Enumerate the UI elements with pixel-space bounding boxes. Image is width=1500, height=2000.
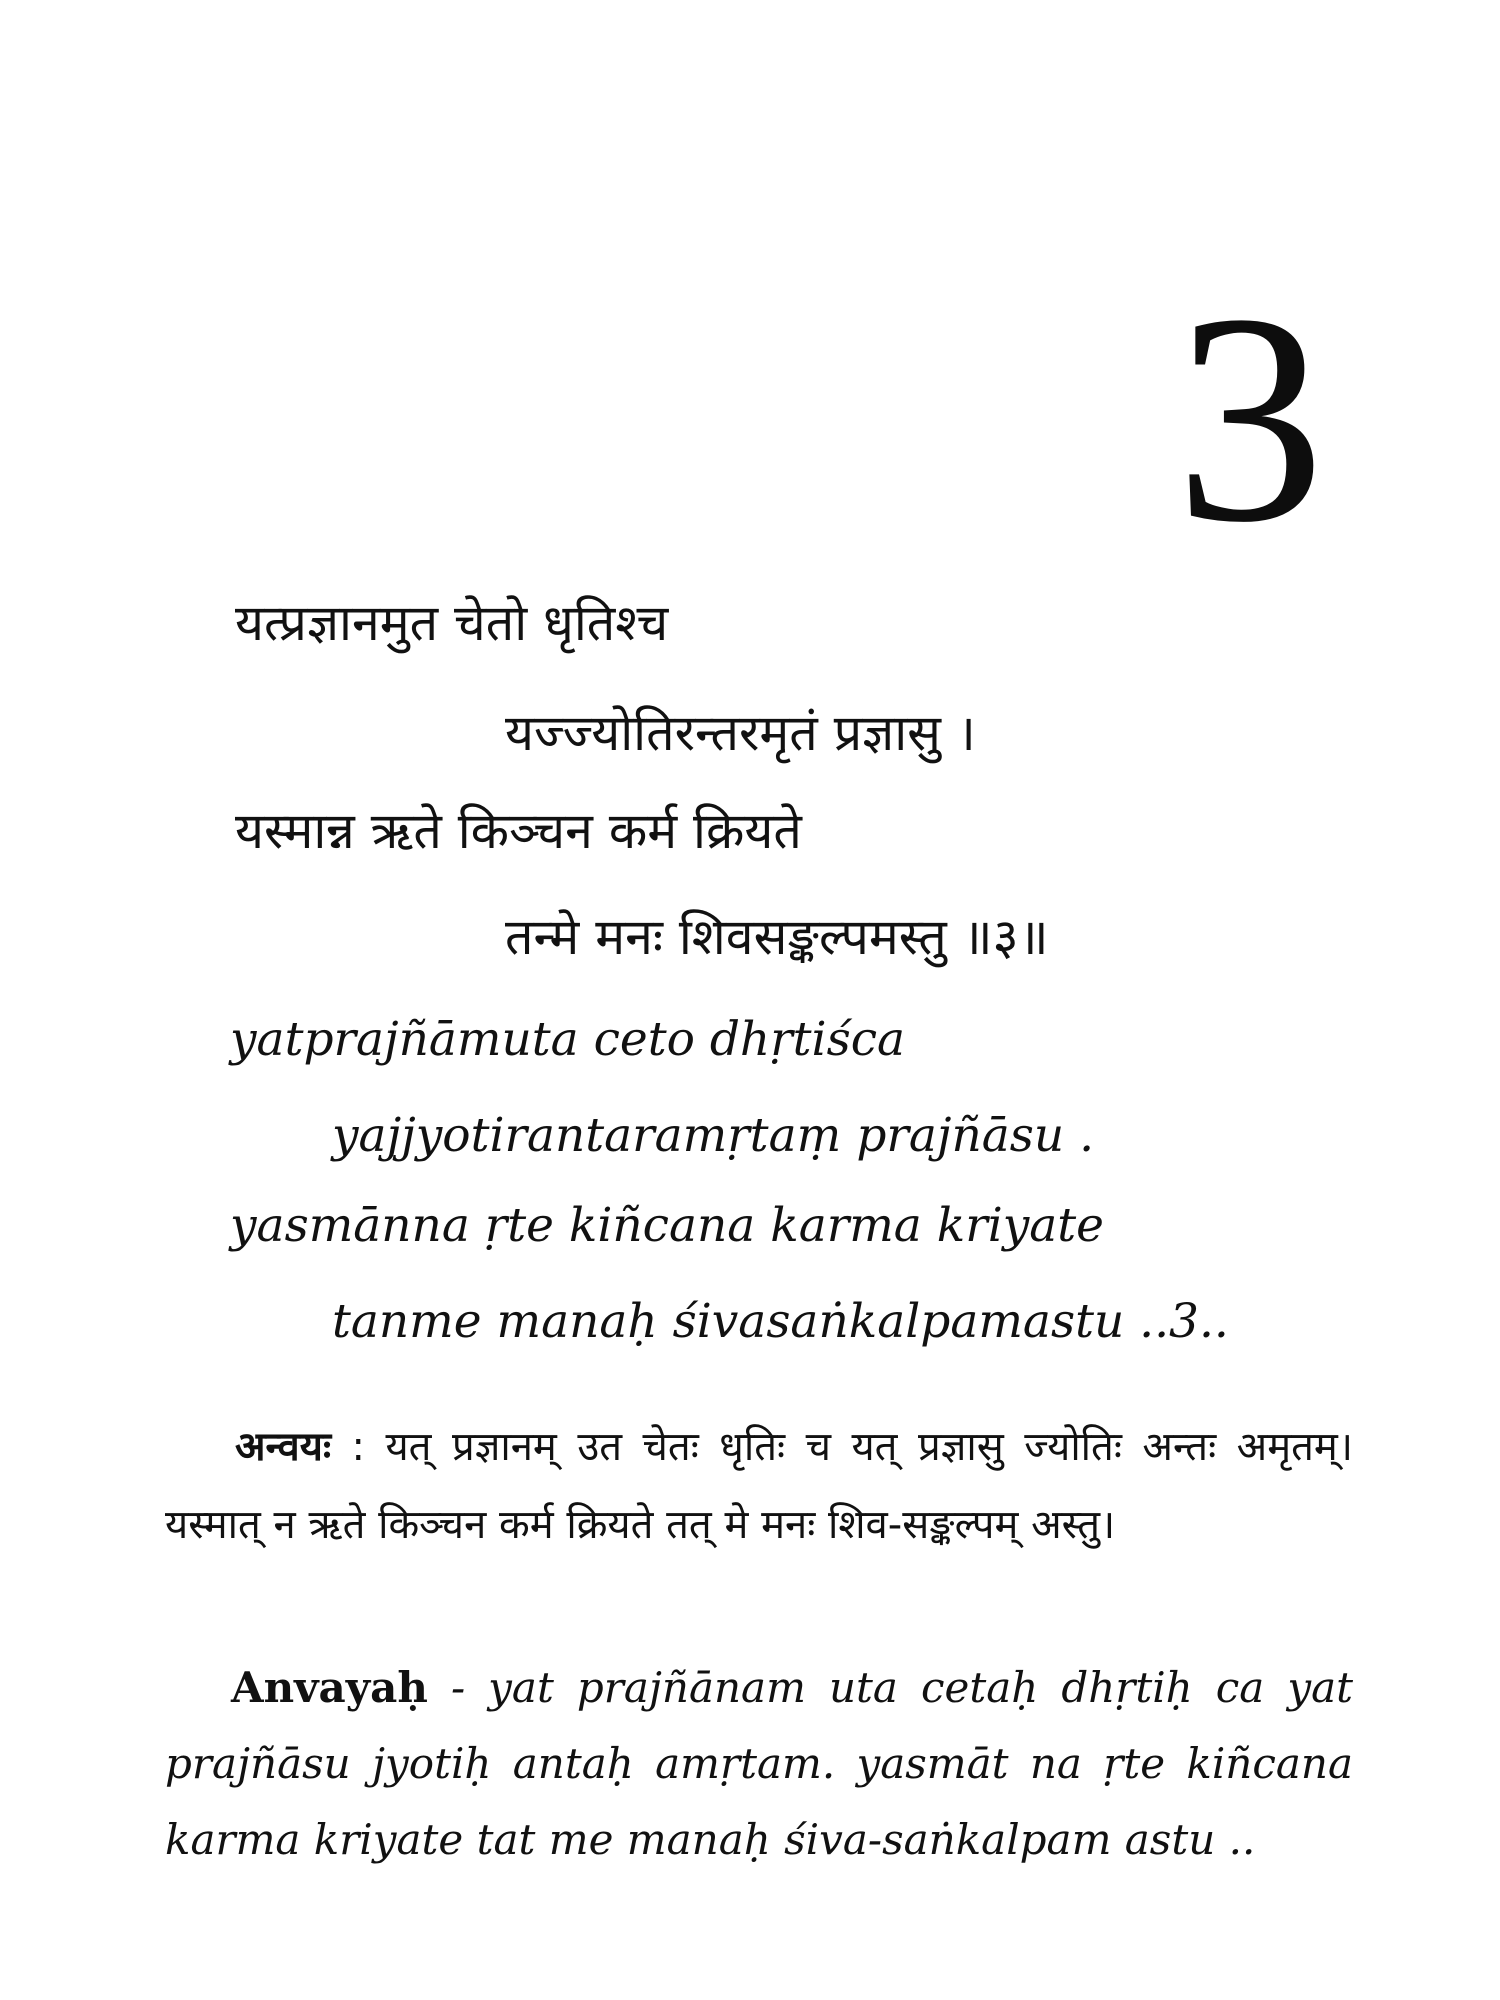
verse-line-3-devanagari: यस्मान्न ऋते किञ्चन कर्म क्रियते xyxy=(235,802,802,860)
chapter-number: 3 xyxy=(1175,252,1325,584)
anvaya-transliteration-text: - yat prajñānam uta cetaḥ dhṛtiḥ ca yat prajñāsu jyotiḥ antaḥ amṛtam. yasmāt na ṛte kiñcana karma kriyate tat me manaḥ śiva-saṅkalpam astu .. xyxy=(165,1663,1353,1864)
verse-line-1-transliteration: yatprajñāmuta ceto dhṛtiśca xyxy=(230,1012,906,1067)
verse-line-2-transliteration: yajjyotirantaramṛtaṃ prajñāsu . xyxy=(332,1108,1095,1163)
anvaya-devanagari-label: अन्वयः xyxy=(235,1424,332,1470)
verse-line-4-transliteration: tanme manaḥ śivasaṅkalpamastu ..3.. xyxy=(332,1294,1229,1349)
verse-line-4-devanagari: तन्मे मनः शिवसङ्कल्पमस्तु ॥३॥ xyxy=(505,908,1049,966)
verse-line-3-transliteration: yasmānna ṛte kiñcana karma kriyate xyxy=(230,1198,1104,1253)
anvaya-devanagari-text: : यत् प्रज्ञानम् उत चेतः धृतिः च यत् प्रज्ञासु ज्योतिः अन्तः अमृतम्। यस्मात् न ऋते किञ्चन कर्म क्रियते तत् मे मनः शिव-सङ्कल्पम् अस्तु। xyxy=(165,1424,1353,1548)
verse-line-2-devanagari: यज्ज्योतिरन्तरमृतं प्रज्ञासु । xyxy=(505,704,976,762)
anvaya-transliteration-paragraph xyxy=(165,1650,1353,1878)
anvaya-transliteration-label: Anvayaḥ xyxy=(231,1663,428,1712)
anvaya-devanagari-paragraph xyxy=(165,1408,1353,1564)
verse-line-1-devanagari: यत्प्रज्ञानमुत चेतो धृतिश्च xyxy=(235,594,669,652)
